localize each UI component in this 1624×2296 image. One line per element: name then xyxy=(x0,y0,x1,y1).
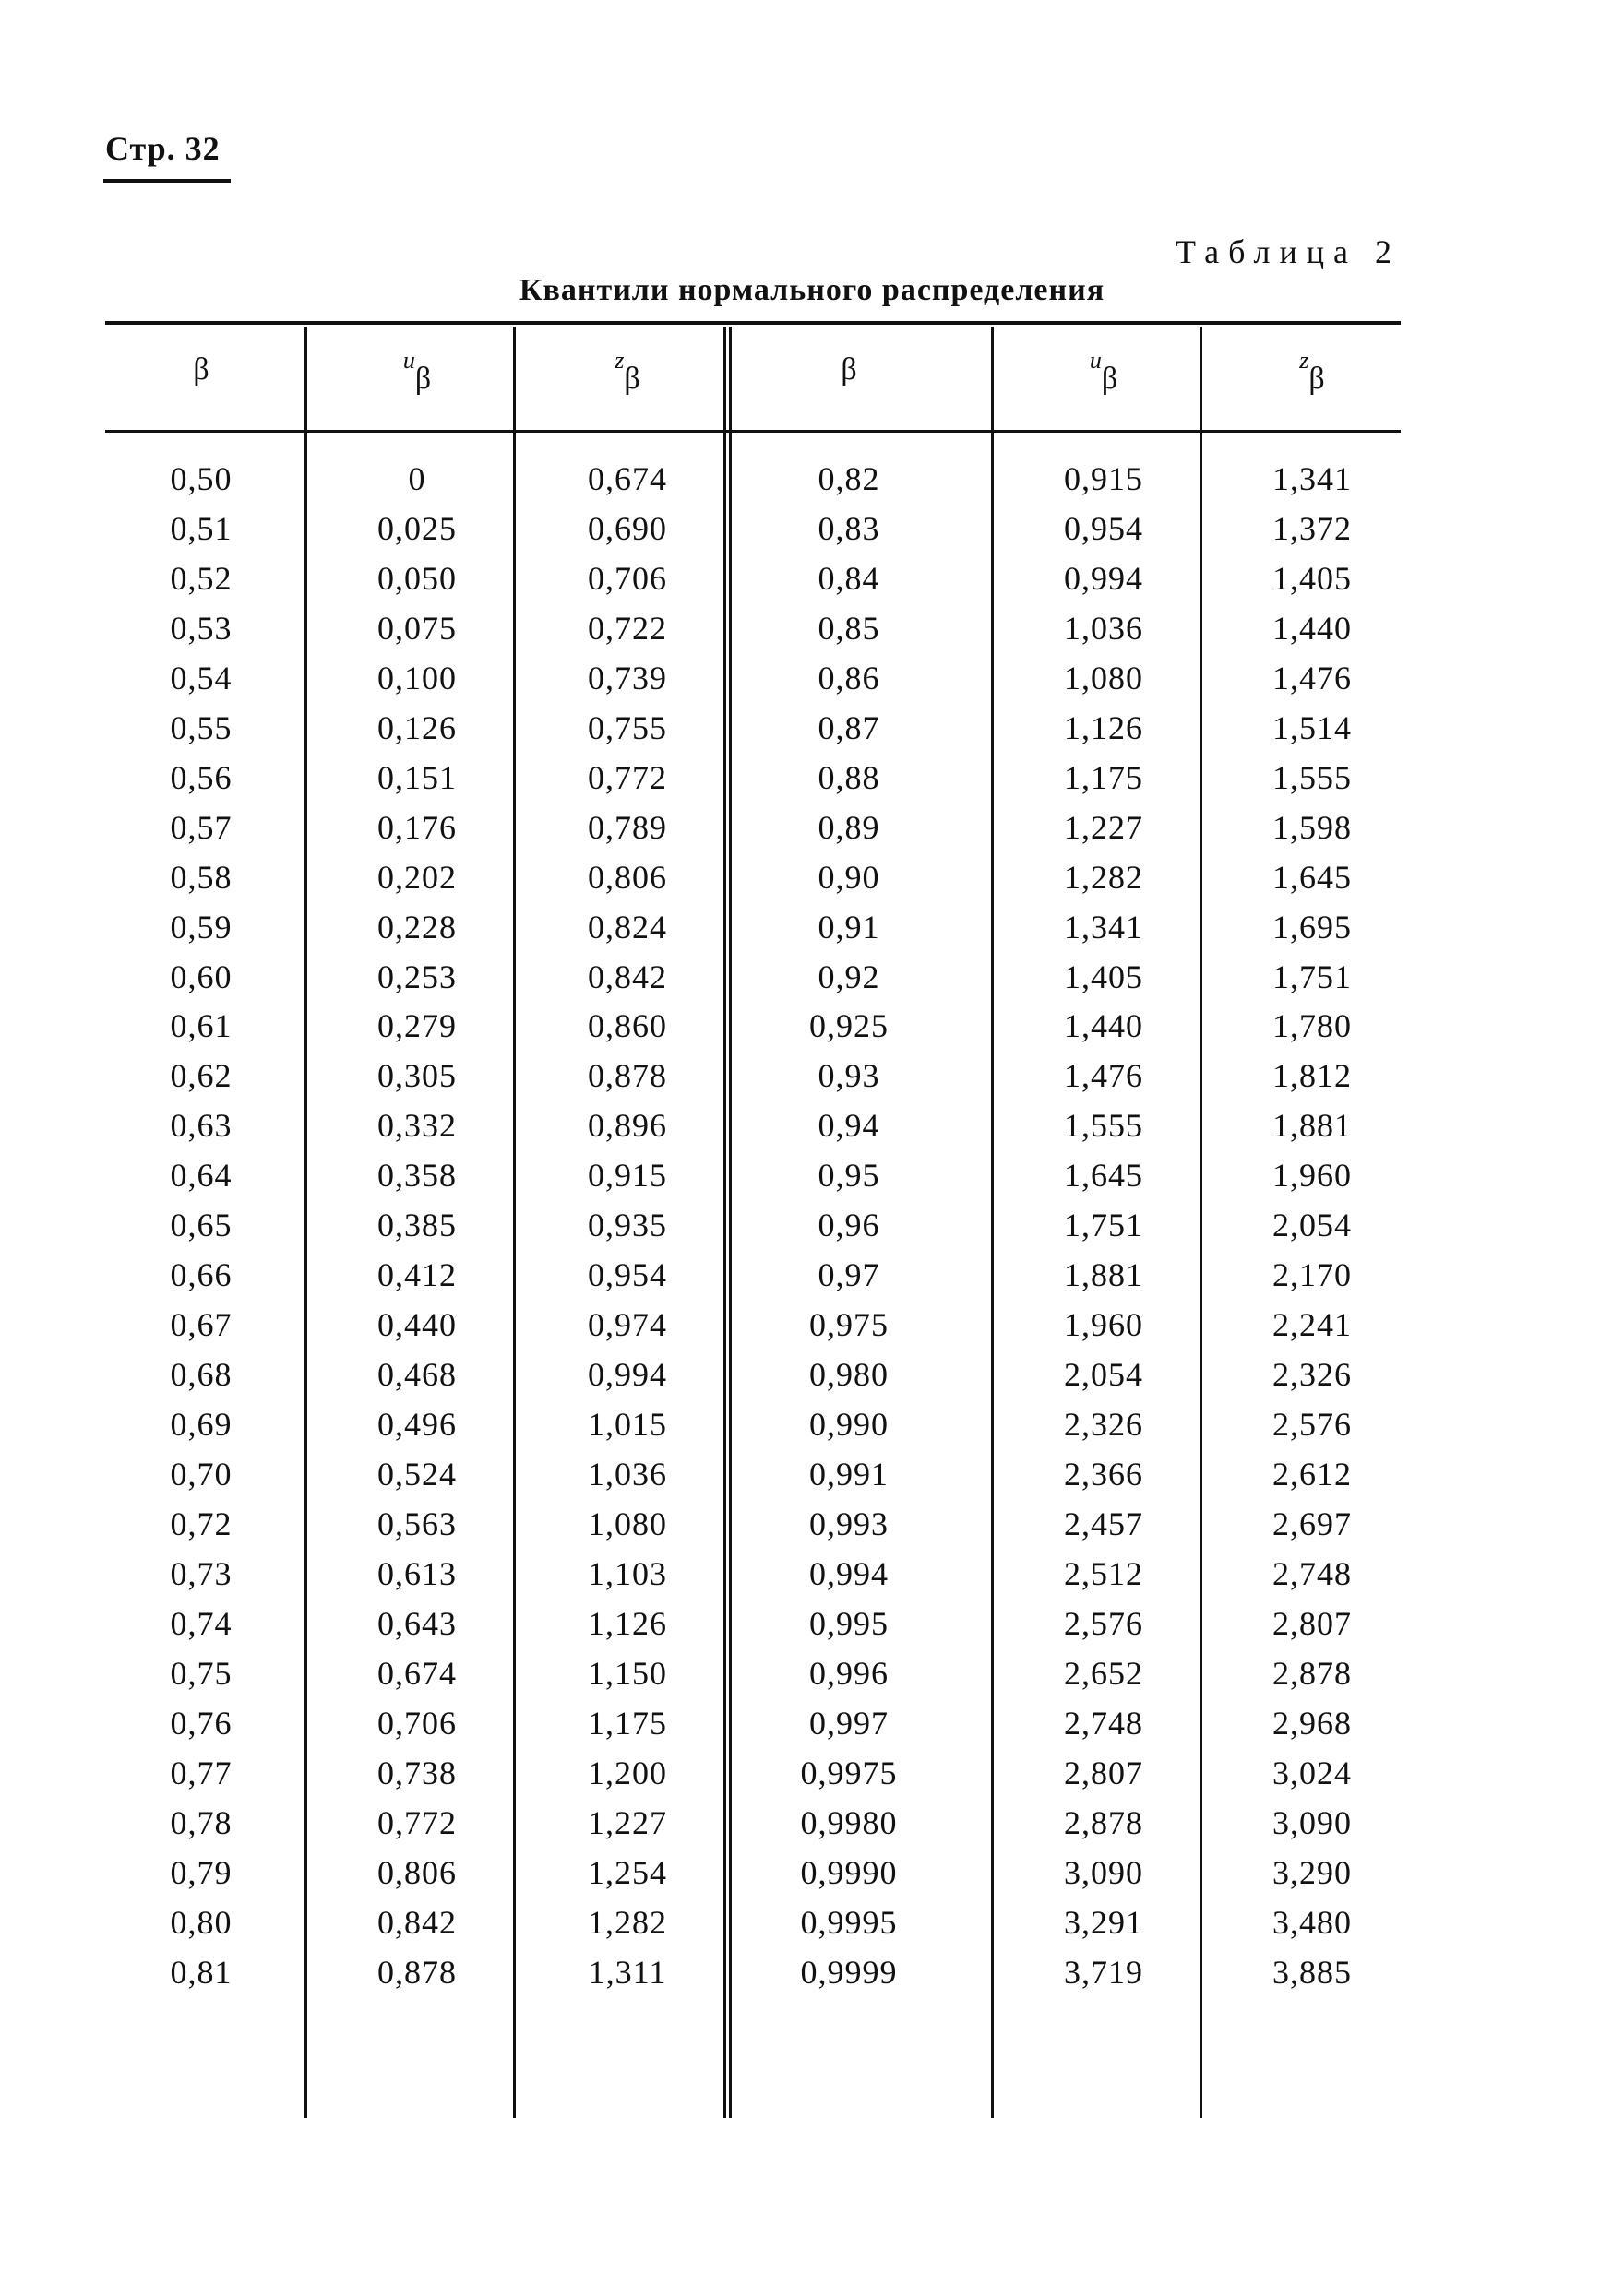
table-cell: 2,807 xyxy=(1064,1754,1143,1791)
column-header xyxy=(1220,347,1404,396)
table-cell: 0,279 xyxy=(377,1007,457,1045)
table-cell: 1,405 xyxy=(1272,559,1352,597)
table-cell: 1,514 xyxy=(1272,708,1352,746)
table-cell: 2,054 xyxy=(1272,1207,1352,1244)
table-cell: 3,090 xyxy=(1064,1853,1143,1891)
table-cell: 1,881 xyxy=(1064,1256,1143,1294)
table-cell: 0,72 xyxy=(170,1505,233,1542)
table-cell: 2,748 xyxy=(1272,1554,1352,1592)
table-cell: 0,860 xyxy=(588,1007,667,1045)
table-cell: 0,73 xyxy=(170,1554,233,1592)
table-cell: 2,457 xyxy=(1064,1505,1143,1542)
table-cell: 0,468 xyxy=(377,1356,457,1394)
page-number-underline xyxy=(103,179,231,183)
table-cell: 0,412 xyxy=(377,1256,457,1294)
table-cell: 2,241 xyxy=(1272,1306,1352,1344)
table-cell: 0,524 xyxy=(377,1456,457,1493)
table-cell: 1,080 xyxy=(588,1505,667,1542)
table-cell: 1,227 xyxy=(588,1803,667,1841)
table-cell: 2,576 xyxy=(1064,1604,1143,1642)
table-cell: 0,994 xyxy=(588,1356,667,1394)
table-cell: 0,59 xyxy=(170,908,233,946)
table-cell: 1,555 xyxy=(1272,758,1352,796)
table-cell: 0,9999 xyxy=(800,1953,898,1991)
table-cell: 0,80 xyxy=(170,1903,233,1941)
table-cell: 0,81 xyxy=(170,1953,233,1991)
table-cell: 1,960 xyxy=(1064,1306,1143,1344)
table-cell: 0,025 xyxy=(377,509,457,547)
column-divider xyxy=(723,327,726,2118)
table-cell: 0,69 xyxy=(170,1406,233,1444)
column-divider xyxy=(729,327,732,2118)
table-cell: 0,82 xyxy=(818,460,880,497)
table-cell: 0,253 xyxy=(377,958,457,995)
table-cell: 0,996 xyxy=(809,1654,889,1692)
table-cell: 0,9990 xyxy=(800,1853,898,1891)
table-cell: 1,282 xyxy=(588,1903,667,1941)
table-cell: 0,997 xyxy=(809,1704,889,1742)
table-cell: 2,576 xyxy=(1272,1406,1352,1444)
table-cell: 0,100 xyxy=(377,659,457,696)
table-top-rule xyxy=(105,321,1401,325)
table-cell: 2,366 xyxy=(1064,1456,1143,1493)
table-cell: 0,563 xyxy=(377,1505,457,1542)
table-cell: 0,86 xyxy=(818,659,880,696)
table-cell: 1,555 xyxy=(1064,1107,1143,1145)
table-cell: 2,748 xyxy=(1064,1704,1143,1742)
table-cell: 0,824 xyxy=(588,908,667,946)
table-cell: 0,61 xyxy=(170,1007,233,1045)
table-cell: 1,476 xyxy=(1272,659,1352,696)
table-cell: 1,341 xyxy=(1272,460,1352,497)
table-label: Таблица 2 xyxy=(1176,233,1401,270)
header-symbol: z xyxy=(615,347,625,374)
table-cell: 3,090 xyxy=(1272,1803,1352,1841)
header-beta: β xyxy=(1101,362,1118,396)
table-cell: 2,652 xyxy=(1064,1654,1143,1692)
table-cell: 0,878 xyxy=(377,1953,457,1991)
table-cell: 0,55 xyxy=(170,708,233,746)
table-cell: 0,842 xyxy=(588,958,667,995)
header-symbol: u xyxy=(1089,347,1102,374)
column-header xyxy=(535,347,720,396)
table-cell: 3,291 xyxy=(1064,1903,1143,1941)
table-cell: 0,78 xyxy=(170,1803,233,1841)
table-cell: 0,075 xyxy=(377,609,457,647)
table-cell: 0,915 xyxy=(588,1157,667,1195)
table-cell: 0,706 xyxy=(377,1704,457,1742)
table-cell: 2,878 xyxy=(1272,1654,1352,1692)
column-divider xyxy=(304,327,307,2118)
table-cell: 1,282 xyxy=(1064,858,1143,896)
column-header xyxy=(109,352,293,387)
table-cell: 0,806 xyxy=(588,858,667,896)
table-cell: 0,89 xyxy=(818,808,880,846)
table-cell: 0,954 xyxy=(1064,509,1143,547)
table-cell: 1,036 xyxy=(1064,609,1143,647)
table-cell: 0,57 xyxy=(170,808,233,846)
table-cell: 0,176 xyxy=(377,808,457,846)
column-divider xyxy=(1200,327,1202,2118)
table-cell: 0,151 xyxy=(377,758,457,796)
table-cell: 0,67 xyxy=(170,1306,233,1344)
table-cell: 1,254 xyxy=(588,1853,667,1891)
table-cell: 1,150 xyxy=(588,1654,667,1692)
header-symbol: u xyxy=(402,347,415,374)
table-cell: 0,87 xyxy=(818,708,880,746)
table-cell: 1,476 xyxy=(1064,1057,1143,1095)
table-cell: 0,990 xyxy=(809,1406,889,1444)
column-divider xyxy=(513,327,516,2118)
table-cell: 0,755 xyxy=(588,708,667,746)
table-cell: 0,90 xyxy=(818,858,880,896)
table-cell: 3,719 xyxy=(1064,1953,1143,1991)
table-cell: 1,227 xyxy=(1064,808,1143,846)
table-cell: 0,97 xyxy=(818,1256,880,1294)
table-cell: 1,341 xyxy=(1064,908,1143,946)
table-cell: 0,925 xyxy=(809,1007,889,1045)
table-title: Квантили нормального распределения xyxy=(519,273,1105,307)
table-cell: 0,993 xyxy=(809,1505,889,1542)
table-cell: 0,79 xyxy=(170,1853,233,1891)
table-cell: 0,974 xyxy=(588,1306,667,1344)
table-cell: 0,88 xyxy=(818,758,880,796)
header-beta: β xyxy=(1308,362,1325,396)
table-cell: 0,305 xyxy=(377,1057,457,1095)
table-cell: 3,480 xyxy=(1272,1903,1352,1941)
table-cell: 0,64 xyxy=(170,1157,233,1195)
header-beta: β xyxy=(624,362,640,396)
table-cell: 0,674 xyxy=(588,460,667,497)
table-cell: 0,228 xyxy=(377,908,457,946)
table-cell: 0,994 xyxy=(809,1554,889,1592)
table-cell: 0,54 xyxy=(170,659,233,696)
table-cell: 0,93 xyxy=(818,1057,880,1095)
table-cell: 0,690 xyxy=(588,509,667,547)
table-cell: 0,95 xyxy=(818,1157,880,1195)
table-cell: 0,75 xyxy=(170,1654,233,1692)
table-cell: 0,975 xyxy=(809,1306,889,1344)
table-cell: 2,697 xyxy=(1272,1505,1352,1542)
column-divider xyxy=(991,327,994,2118)
table-cell: 0,62 xyxy=(170,1057,233,1095)
table-cell: 1,812 xyxy=(1272,1057,1352,1095)
table-cell: 0,739 xyxy=(588,659,667,696)
table-cell: 0,70 xyxy=(170,1456,233,1493)
table-cell: 0,56 xyxy=(170,758,233,796)
table-cell: 0,92 xyxy=(818,958,880,995)
table-cell: 0,52 xyxy=(170,559,233,597)
table-cell: 1,175 xyxy=(1064,758,1143,796)
table-cell: 0,68 xyxy=(170,1356,233,1394)
table-cell: 3,885 xyxy=(1272,1953,1352,1991)
table-cell: 0,60 xyxy=(170,958,233,995)
table-cell: 0,85 xyxy=(818,609,880,647)
table-cell: 0,126 xyxy=(377,708,457,746)
table-cell: 0,9995 xyxy=(800,1903,898,1941)
table-cell: 0,995 xyxy=(809,1604,889,1642)
table-cell: 0,772 xyxy=(377,1803,457,1841)
column-header xyxy=(757,352,941,387)
table-cell: 3,024 xyxy=(1272,1754,1352,1791)
table-cell: 0,65 xyxy=(170,1207,233,1244)
table-cell: 2,326 xyxy=(1064,1406,1143,1444)
table-cell: 0,50 xyxy=(170,460,233,497)
table-cell: 0,440 xyxy=(377,1306,457,1344)
table-cell: 0,613 xyxy=(377,1554,457,1592)
table-cell: 0,9980 xyxy=(800,1803,898,1841)
table-cell: 2,054 xyxy=(1064,1356,1143,1394)
table-cell: 1,126 xyxy=(588,1604,667,1642)
table-cell: 0,94 xyxy=(818,1107,880,1145)
table-cell: 0,332 xyxy=(377,1107,457,1145)
table-cell: 0,496 xyxy=(377,1406,457,1444)
table-cell: 0,58 xyxy=(170,858,233,896)
table-cell: 0,896 xyxy=(588,1107,667,1145)
table-cell: 0,991 xyxy=(809,1456,889,1493)
table-cell: 0,935 xyxy=(588,1207,667,1244)
table-cell: 0,9975 xyxy=(800,1754,898,1791)
table-cell: 1,015 xyxy=(588,1406,667,1444)
table-cell: 3,290 xyxy=(1272,1853,1352,1891)
table-cell: 0,994 xyxy=(1064,559,1143,597)
table-cell: 2,968 xyxy=(1272,1704,1352,1742)
table-cell: 2,612 xyxy=(1272,1456,1352,1493)
table-cell: 1,751 xyxy=(1064,1207,1143,1244)
header-beta: β xyxy=(414,362,432,396)
table-cell: 0,772 xyxy=(588,758,667,796)
table-cell: 1,960 xyxy=(1272,1157,1352,1195)
table-cell: 1,405 xyxy=(1064,958,1143,995)
table-cell: 0,83 xyxy=(818,509,880,547)
table-cell: 0,91 xyxy=(818,908,880,946)
table-cell: 1,311 xyxy=(588,1953,667,1991)
table-cell: 0,806 xyxy=(377,1853,457,1891)
table-cell: 1,780 xyxy=(1272,1007,1352,1045)
header-beta: β xyxy=(841,352,857,387)
table-cell: 0,954 xyxy=(588,1256,667,1294)
table-cell: 0,915 xyxy=(1064,460,1143,497)
table-cell: 0,050 xyxy=(377,559,457,597)
table-cell: 0,63 xyxy=(170,1107,233,1145)
page-label: Стр. xyxy=(105,130,176,167)
table-cell: 0,674 xyxy=(377,1654,457,1692)
table-cell: 1,080 xyxy=(1064,659,1143,696)
table-cell: 0,51 xyxy=(170,509,233,547)
table-cell: 1,440 xyxy=(1064,1007,1143,1045)
table-cell: 0,878 xyxy=(588,1057,667,1095)
table-cell: 0,842 xyxy=(377,1903,457,1941)
page-number xyxy=(105,129,221,168)
table-cell: 1,175 xyxy=(588,1704,667,1742)
table-cell: 1,645 xyxy=(1064,1157,1143,1195)
table-cell: 0,706 xyxy=(588,559,667,597)
table-cell: 0,789 xyxy=(588,808,667,846)
header-beta: β xyxy=(193,352,209,387)
table-cell: 0,96 xyxy=(818,1207,880,1244)
table-cell: 2,807 xyxy=(1272,1604,1352,1642)
table-cell: 0,53 xyxy=(170,609,233,647)
table-cell: 1,036 xyxy=(588,1456,667,1493)
table-cell: 0,385 xyxy=(377,1207,457,1244)
table-cell: 1,126 xyxy=(1064,708,1143,746)
header-symbol: z xyxy=(1299,347,1309,374)
table-cell: 0,358 xyxy=(377,1157,457,1195)
table-cell: 0,74 xyxy=(170,1604,233,1642)
table-cell: 0 xyxy=(408,460,426,497)
table-cell: 1,598 xyxy=(1272,808,1352,846)
table-cell: 0,980 xyxy=(809,1356,889,1394)
table-cell: 0,66 xyxy=(170,1256,233,1294)
column-header xyxy=(325,347,509,396)
table-cell: 1,103 xyxy=(588,1554,667,1592)
table-cell: 1,645 xyxy=(1272,858,1352,896)
table-cell: 1,372 xyxy=(1272,509,1352,547)
table-cell: 1,440 xyxy=(1272,609,1352,647)
table-cell: 0,84 xyxy=(818,559,880,597)
table-cell: 2,512 xyxy=(1064,1554,1143,1592)
table-cell: 1,881 xyxy=(1272,1107,1352,1145)
table-cell: 0,76 xyxy=(170,1704,233,1742)
table-cell: 0,738 xyxy=(377,1754,457,1791)
page-value: 32 xyxy=(185,130,221,167)
column-header xyxy=(1011,347,1196,396)
table-cell: 0,722 xyxy=(588,609,667,647)
table-header-rule xyxy=(105,430,1401,433)
table-cell: 2,170 xyxy=(1272,1256,1352,1294)
table-cell: 0,202 xyxy=(377,858,457,896)
table-cell: 0,643 xyxy=(377,1604,457,1642)
table-cell: 2,326 xyxy=(1272,1356,1352,1394)
table-cell: 1,695 xyxy=(1272,908,1352,946)
table-cell: 1,200 xyxy=(588,1754,667,1791)
table-cell: 0,77 xyxy=(170,1754,233,1791)
table-cell: 1,751 xyxy=(1272,958,1352,995)
table-cell: 2,878 xyxy=(1064,1803,1143,1841)
